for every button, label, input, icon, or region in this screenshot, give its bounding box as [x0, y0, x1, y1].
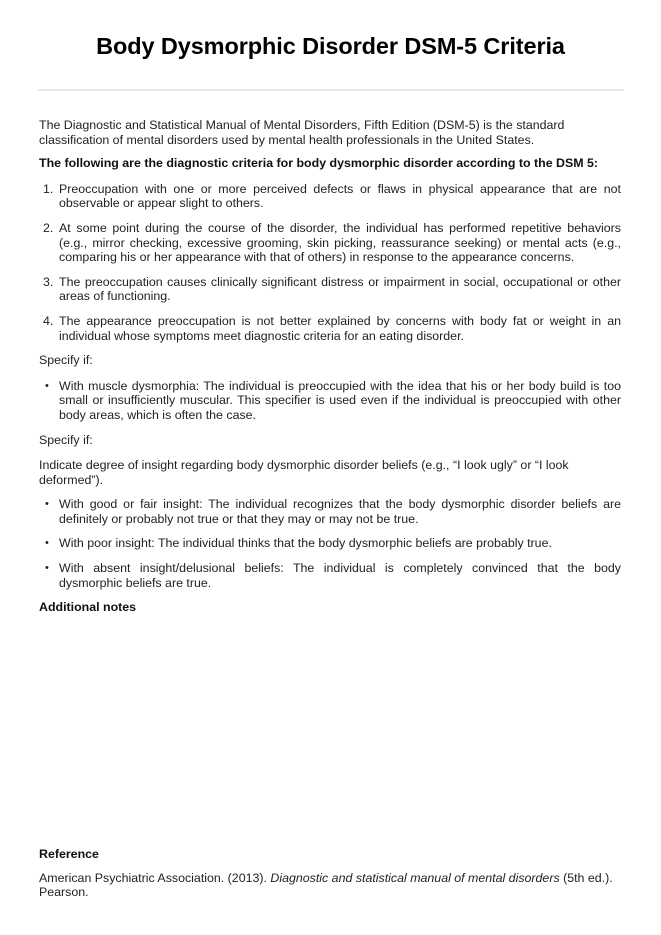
specify-label: Specify if: — [39, 432, 93, 447]
intro-paragraph: The Diagnostic and Statistical Manual of Mental Disorders, Fifth Edition (DSM-5) is the standard classification of mental disorders used by mental health professionals in the United States. — [39, 118, 565, 147]
criteria-list — [39, 182, 621, 343]
specifier-text: With muscle dysmorphia: The individual is preoccupied with the idea that his or her body build is too small or insufficiently muscular. This specifier is used even if the individual is preoccupied with other body areas, which is often the case. — [59, 378, 621, 422]
criteria-text: The preoccupation causes clinically significant distress or impairment in social, occupational or other areas of functioning. — [59, 274, 621, 304]
insight-item — [39, 497, 621, 526]
title-divider — [38, 89, 624, 91]
citation-edition-publisher: (5th ed.). Pearson. — [39, 870, 613, 900]
list-number: 2. — [43, 220, 54, 235]
page-title: Body Dysmorphic Disorder DSM-5 Criteria — [96, 33, 565, 59]
insight-list — [39, 497, 621, 590]
bullet-icon: • — [45, 562, 49, 575]
criteria-item — [39, 182, 621, 211]
criteria-text: At some point during the course of the disorder, the individual has performed repetitive behaviors (e.g., mirror checking, excessive grooming, skin picking, reassurance seeking) or mental acts (e.g., comparing his or her appearance with that of others) in response to the appearance concerns. — [59, 220, 621, 265]
criteria-item — [39, 275, 621, 304]
insight-text: With good or fair insight: The individual recognizes that the body dysmorphic disorder beliefs are definitely or probably not true or that they may or may not be true. — [59, 497, 621, 526]
insight-item — [39, 536, 621, 551]
bullet-icon: • — [45, 379, 49, 392]
criteria-text: Preoccupation with one or more perceived defects or flaws in physical appearance that are not observable or appear slight to others. — [59, 181, 621, 211]
insight-item — [39, 561, 621, 590]
insight-text: With absent insight/delusional beliefs: The individual is completely convinced that the body dysmorphic beliefs are true. — [59, 561, 621, 590]
criteria-item — [39, 314, 621, 343]
document-body — [39, 118, 621, 615]
insight-description: Indicate degree of insight regarding body dysmorphic disorder beliefs (e.g., “I look ugly” or “I look deformed”). — [39, 458, 569, 487]
list-number: 4. — [43, 313, 54, 328]
criteria-item — [39, 221, 621, 265]
specifier-list — [39, 379, 621, 423]
reference-section — [39, 847, 621, 900]
specify-label: Specify if: — [39, 353, 93, 368]
citation-author-year: American Psychiatric Association. (2013). — [39, 870, 271, 885]
reference-citation — [39, 871, 621, 900]
reference-heading: Reference — [39, 847, 99, 861]
bullet-icon: • — [45, 537, 49, 550]
list-number: 3. — [43, 274, 54, 289]
criteria-text: The appearance preoccupation is not better explained by concerns with body fat or weight in an individual whose symptoms meet diagnostic criteria for an eating disorder. — [59, 313, 621, 343]
criteria-heading: The following are the diagnostic criteria for body dysmorphic disorder according to the DSM 5: — [39, 156, 599, 171]
additional-notes-heading: Additional notes — [39, 600, 137, 615]
specifier-item — [39, 379, 621, 423]
list-number: 1. — [43, 181, 54, 196]
bullet-icon: • — [45, 498, 49, 511]
citation-work-title: Diagnostic and statistical manual of mental disorders — [270, 870, 560, 885]
insight-text: With poor insight: The individual thinks that the body dysmorphic beliefs are probably true. — [59, 536, 552, 551]
